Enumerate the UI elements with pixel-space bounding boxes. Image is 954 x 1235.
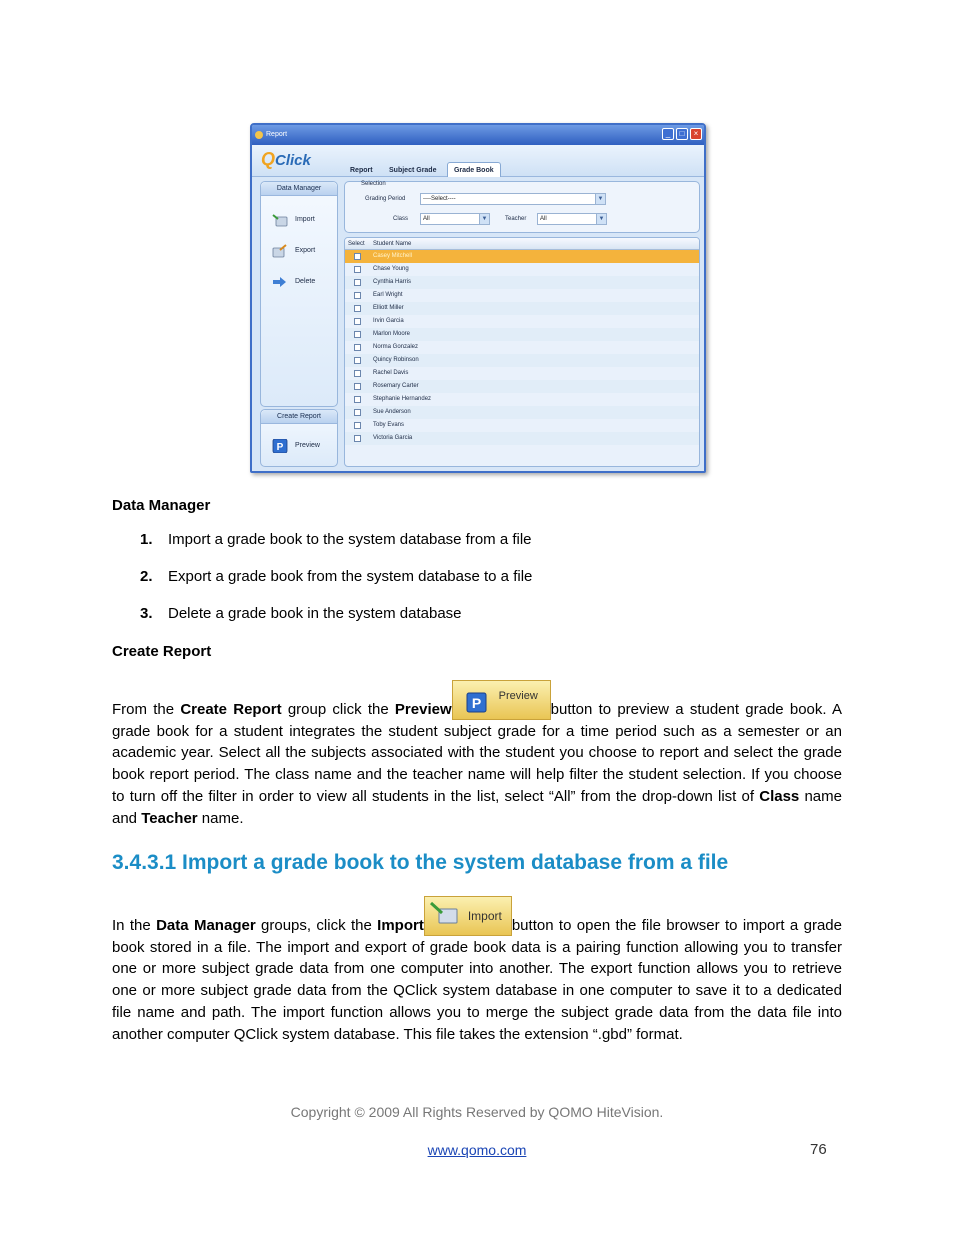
maximize-icon[interactable]: □ [676, 128, 688, 140]
table-row[interactable] [345, 276, 699, 289]
list-header [345, 238, 699, 250]
select-checkbox[interactable] [354, 396, 361, 403]
table-row[interactable] [345, 367, 699, 380]
student-name: Sue Anderson [373, 409, 411, 415]
chevron-down-icon: ▼ [479, 214, 489, 224]
teacher-select[interactable]: All ▼ [537, 213, 607, 225]
select-checkbox[interactable] [354, 409, 361, 416]
section-heading: 3.4.3.1 Import a grade book to the system database from a file [112, 851, 729, 874]
data-manager-group [260, 181, 338, 407]
student-name: Cynthia Harris [373, 279, 412, 285]
page-number: 76 [810, 1141, 827, 1158]
export-icon [271, 244, 289, 258]
select-checkbox[interactable] [354, 435, 361, 442]
select-checkbox[interactable] [354, 266, 361, 273]
close-icon[interactable]: × [690, 128, 702, 140]
create-report-title: Create Report [261, 410, 337, 424]
report-window-screenshot [250, 123, 706, 473]
student-name: Irvin Garcia [373, 318, 404, 324]
select-checkbox[interactable] [354, 370, 361, 377]
svg-text:P: P [471, 695, 481, 711]
table-row[interactable] [345, 289, 699, 302]
select-checkbox[interactable] [354, 383, 361, 390]
tab-subject-grade[interactable]: Subject Grade [389, 167, 437, 174]
left-pane [260, 181, 340, 467]
qclick-logo: QClick [261, 149, 311, 169]
grading-period-select[interactable]: ----Select---- ▼ [420, 193, 606, 205]
create-report-group [260, 409, 338, 467]
student-name: Earl Wright [373, 292, 403, 298]
student-name: Elliott Miller [373, 305, 404, 311]
website-link[interactable]: www.qomo.com [427, 1142, 527, 1158]
teacher-label: Teacher [505, 216, 527, 222]
table-row[interactable] [345, 302, 699, 315]
data-manager-title: Data Manager [261, 182, 337, 196]
import-paragraph: In the Data Manager groups, click the Import Import button to open the file browser to import a grade book stored in a file. The import and export of grade book data is a pairing function allowing you to transfer one or more subject grade data from one computer into another. The export function allows you to retrieve one or more subject grade data from the QClick system database in one computer to save it to a dedicated file name and path. The import function allows you to merge the subject grade data from the data file into another computer QClick system database. This file takes the extension “.gbd” format. [112, 896, 842, 1045]
selection-title: Selection [361, 181, 386, 187]
right-pane [344, 181, 700, 467]
student-name: Chase Young [373, 266, 409, 272]
select-checkbox[interactable] [354, 422, 361, 429]
grading-period-label: Grading Period [365, 196, 406, 202]
table-row[interactable] [345, 406, 699, 419]
create-report-heading: Create Report [112, 643, 212, 660]
list-item: 3. Delete a grade book in the system database [140, 605, 462, 622]
app-icon [255, 131, 263, 139]
student-name: Rosemary Carter [373, 383, 419, 389]
preview-p-icon [271, 439, 289, 453]
student-name: Stephanie Hernandez [373, 396, 432, 402]
table-row[interactable] [345, 263, 699, 276]
svg-text:P: P [276, 442, 284, 453]
data-manager-heading: Data Manager [112, 497, 211, 514]
col-student-name-header: Student Name [373, 241, 412, 247]
tab-bar [344, 159, 501, 177]
select-checkbox[interactable] [354, 305, 361, 312]
select-checkbox[interactable] [354, 279, 361, 286]
student-name: Victoria Garcia [373, 435, 413, 441]
chevron-down-icon: ▼ [595, 194, 605, 204]
delete-button[interactable]: Delete [271, 274, 315, 290]
student-name: Toby Evans [373, 422, 405, 428]
table-row[interactable] [345, 315, 699, 328]
preview-button-image: P Preview [452, 680, 551, 720]
table-row[interactable] [345, 393, 699, 406]
table-row[interactable] [345, 419, 699, 432]
col-select-header: Select [348, 241, 365, 247]
window-header [252, 145, 704, 177]
student-name: Rachel Davis [373, 370, 409, 376]
tab-grade-book[interactable]: Grade Book [447, 162, 501, 177]
select-checkbox[interactable] [354, 318, 361, 325]
table-row[interactable] [345, 432, 699, 445]
preview-button[interactable]: P Preview [271, 438, 320, 454]
select-checkbox[interactable] [354, 357, 361, 364]
import-button-image: Import [424, 896, 512, 936]
select-checkbox[interactable] [354, 253, 361, 260]
copyright-footer: Copyright © 2009 All Rights Reserved by QOMO HiteVision. [290, 1104, 664, 1120]
class-label: Class [393, 216, 409, 222]
list-item: 1. Import a grade book to the system database from a file [140, 531, 532, 548]
tab-report[interactable]: Report [350, 167, 373, 174]
student-name: Norma Gonzalez [373, 344, 419, 350]
student-name: Casey Mitchell [373, 253, 413, 259]
import-icon [271, 213, 289, 227]
window-titlebar [252, 125, 704, 145]
student-name: Quincy Robinson [373, 357, 419, 363]
table-row[interactable] [345, 250, 699, 263]
delete-arrow-icon [271, 275, 289, 289]
table-row[interactable] [345, 380, 699, 393]
export-button[interactable]: Export [271, 243, 315, 259]
table-row[interactable] [345, 354, 699, 367]
selection-group [344, 181, 700, 233]
table-row[interactable] [345, 328, 699, 341]
student-rows [345, 250, 699, 445]
select-checkbox[interactable] [354, 331, 361, 338]
list-item: 2. Export a grade book from the system database to a file [140, 568, 533, 585]
import-button[interactable]: Import [271, 212, 315, 228]
select-checkbox[interactable] [354, 344, 361, 351]
chevron-down-icon: ▼ [596, 214, 606, 224]
table-row[interactable] [345, 341, 699, 354]
window-title: Report [266, 131, 288, 138]
select-checkbox[interactable] [354, 292, 361, 299]
class-select[interactable]: All ▼ [420, 213, 490, 225]
create-report-paragraph: From the Create Report group click the Preview P Preview button to preview a student grade book. A grade book for a student integrates the student subject grade for a time period such as a semester or an academic year. Select all the subjects associated with the student you choose to report and select the grade book report period. The class name and the teacher name will help filter the student selection. If you choose to turn off the filter in order to view all students in the list, select “All” from the drop-down list of Class name and Teacher name. [112, 680, 842, 829]
minimize-icon[interactable]: _ [662, 128, 674, 140]
student-list [344, 237, 700, 467]
student-name: Marlon Moore [373, 331, 411, 337]
